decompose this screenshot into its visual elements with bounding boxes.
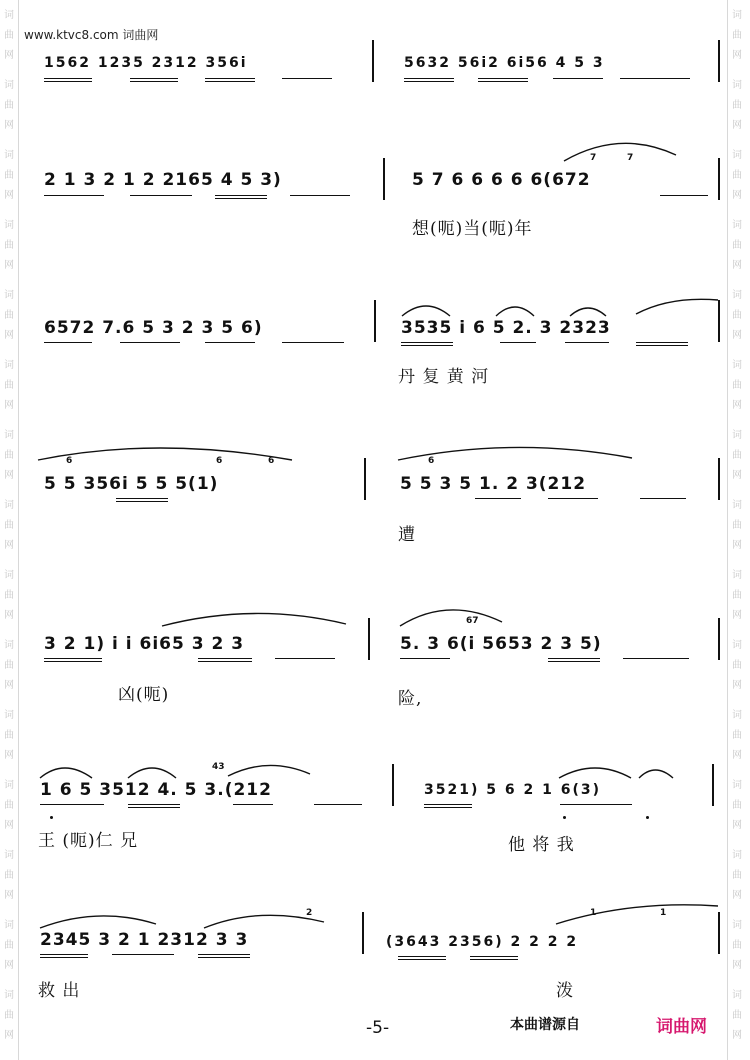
watermark-char: 网: [732, 400, 742, 411]
watermark-char: 词: [4, 360, 14, 371]
grace-note: 1: [590, 908, 597, 918]
right-watermark-strip: [727, 0, 750, 1060]
underline: [198, 954, 250, 955]
row3-right-lyrics: 丹 复 黄 河: [398, 367, 490, 387]
row4-right-lyrics: 遭: [398, 525, 416, 545]
watermark-char: 曲: [4, 240, 14, 251]
slurs: [555, 756, 705, 782]
underline: [282, 342, 344, 343]
underline: [424, 804, 472, 805]
row4-left-notes: 5 5 356i 5 5 5(1): [44, 474, 219, 494]
underline: [400, 658, 450, 659]
watermark-char: 网: [4, 190, 14, 201]
slurs: [38, 756, 368, 782]
watermark-char: 网: [4, 260, 14, 271]
underline: [424, 807, 472, 808]
watermark-char: 网: [732, 470, 742, 481]
barline: [392, 764, 394, 806]
underline: [548, 658, 600, 659]
underline: [401, 345, 453, 346]
underline: [116, 501, 168, 502]
watermark-char: 词: [732, 80, 742, 91]
underline: [404, 78, 454, 79]
watermark-char: 词: [4, 990, 14, 1001]
barline: [718, 618, 720, 660]
watermark-char: 词: [4, 80, 14, 91]
watermark-char: 词: [732, 990, 742, 1001]
barline: [718, 40, 720, 82]
watermark-char: 曲: [4, 800, 14, 811]
underline: [553, 78, 603, 79]
barline: [712, 764, 714, 806]
watermark-char: 词: [4, 290, 14, 301]
slur: [560, 135, 680, 165]
watermark-char: 网: [4, 680, 14, 691]
underline: [290, 195, 350, 196]
watermark-char: 网: [4, 400, 14, 411]
barline: [372, 40, 374, 82]
underline: [636, 345, 688, 346]
row2-right-lyrics: 想(呃)当(呃)年: [412, 219, 533, 239]
underline: [623, 658, 689, 659]
watermark-char: 曲: [4, 660, 14, 671]
watermark-char: 网: [4, 470, 14, 481]
barline: [364, 458, 366, 500]
watermark-char: 曲: [4, 590, 14, 601]
grace-note: 6: [428, 456, 435, 466]
watermark-char: 词: [732, 220, 742, 231]
underline: [404, 81, 454, 82]
underline: [314, 804, 362, 805]
barline: [718, 158, 720, 200]
underline: [620, 78, 690, 79]
watermark-char: 曲: [732, 100, 742, 111]
watermark-char: 网: [4, 750, 14, 761]
watermark-char: 网: [732, 190, 742, 201]
underline: [275, 658, 335, 659]
octave-dot: [563, 816, 566, 819]
watermark-char: 网: [4, 330, 14, 341]
slurs: [400, 296, 720, 320]
underline: [282, 78, 332, 79]
watermark-char: 曲: [4, 100, 14, 111]
row6-left-notes: 1 6 5 3512 4. 5 3.(212: [40, 780, 272, 800]
grace-note: 67: [466, 616, 479, 626]
barline: [368, 618, 370, 660]
underline: [40, 804, 104, 805]
watermark-char: 词: [732, 500, 742, 511]
underline: [215, 198, 267, 199]
watermark-char: 词: [732, 150, 742, 161]
grace-note: 6: [66, 456, 73, 466]
watermark-char: 网: [732, 1030, 742, 1041]
slur: [552, 900, 722, 928]
watermark-char: 词: [732, 710, 742, 721]
underline: [660, 195, 708, 196]
row7-right-lyrics: 泼: [556, 981, 574, 1001]
underline: [636, 342, 688, 343]
underline: [548, 661, 600, 662]
underline: [198, 658, 252, 659]
watermark-char: 词: [4, 10, 14, 21]
watermark-char: 网: [732, 890, 742, 901]
underline: [640, 498, 686, 499]
slur: [398, 600, 508, 630]
watermark-char: 曲: [732, 1010, 742, 1021]
watermark-char: 曲: [4, 380, 14, 391]
row5-right-lyrics: 险,: [398, 689, 423, 709]
watermark-char: 网: [4, 50, 14, 61]
underline: [116, 498, 168, 499]
watermark-char: 曲: [732, 730, 742, 741]
underline: [500, 342, 536, 343]
underline: [560, 804, 632, 805]
watermark-char: 曲: [4, 870, 14, 881]
watermark-char: 词: [4, 640, 14, 651]
row6-right-lyrics: 他 将 我: [508, 835, 575, 855]
underline: [398, 956, 446, 957]
watermark-char: 词: [4, 920, 14, 931]
row3-right-notes: 3535 i 6 5 2. 3 2323: [401, 318, 611, 338]
barline: [383, 158, 385, 200]
watermark-char: 词: [4, 780, 14, 791]
row7-left-lyrics: 救 出: [38, 981, 81, 1001]
watermark-char: 曲: [732, 240, 742, 251]
watermark-char: 词: [732, 360, 742, 371]
underline: [233, 804, 273, 805]
left-watermark-strip: [0, 0, 19, 1060]
grace-note: 6: [216, 456, 223, 466]
underline: [128, 804, 180, 805]
watermark-char: 曲: [732, 310, 742, 321]
watermark-char: 曲: [732, 380, 742, 391]
underline: [198, 661, 252, 662]
row5-right-notes: 5. 3 6(i 5653 2 3 5): [400, 634, 602, 654]
barline: [374, 300, 376, 342]
grace-note: 7: [627, 153, 634, 163]
watermark-char: 网: [4, 890, 14, 901]
row1-left-notes: 1562 1235 2312 356i: [44, 55, 248, 71]
underline: [44, 78, 92, 79]
row6-left-lyrics: 王 (呃)仁 兄: [38, 831, 139, 851]
row7-left-notes: 2345 3 2 1 2312 3 3: [40, 930, 249, 950]
underline: [205, 78, 255, 79]
grace-note: 7: [590, 153, 597, 163]
watermark-char: 曲: [732, 170, 742, 181]
watermark-char: 词: [4, 710, 14, 721]
watermark-char: 词: [732, 10, 742, 21]
barline: [718, 458, 720, 500]
underline: [44, 195, 104, 196]
watermark-char: 网: [4, 820, 14, 831]
watermark-char: 网: [732, 820, 742, 831]
watermark-char: 曲: [732, 450, 742, 461]
watermark-char: 曲: [732, 800, 742, 811]
grace-note: 43: [212, 762, 225, 772]
source-text: 本曲谱源自: [510, 1017, 580, 1033]
watermark-char: 曲: [4, 1010, 14, 1021]
watermark-char: 曲: [4, 30, 14, 41]
octave-dot: [646, 816, 649, 819]
underline: [130, 195, 192, 196]
slur: [160, 606, 350, 630]
underline: [120, 342, 180, 343]
underline: [44, 342, 92, 343]
underline: [478, 81, 528, 82]
underline: [565, 342, 609, 343]
watermark-char: 网: [4, 540, 14, 551]
watermark-char: 曲: [4, 170, 14, 181]
barline: [362, 912, 364, 954]
underline: [40, 954, 88, 955]
watermark-char: 网: [732, 680, 742, 691]
row5-left-lyrics: 凶(呃): [118, 685, 170, 705]
watermark-char: 曲: [732, 30, 742, 41]
watermark-char: 曲: [732, 590, 742, 601]
watermark-char: 网: [732, 50, 742, 61]
watermark-char: 词: [732, 290, 742, 301]
underline: [130, 81, 178, 82]
site-label[interactable]: www.ktvc8.com 词曲网: [24, 28, 159, 42]
watermark-char: 网: [732, 610, 742, 621]
underline: [478, 78, 528, 79]
underline: [40, 957, 88, 958]
octave-dot: [50, 816, 53, 819]
underline: [475, 498, 521, 499]
watermark-char: 网: [732, 540, 742, 551]
underline: [130, 78, 178, 79]
grace-note: 2: [306, 908, 313, 918]
watermark-char: 词: [4, 150, 14, 161]
watermark-char: 词: [732, 920, 742, 931]
watermark-char: 词: [4, 570, 14, 581]
watermark-char: 词: [732, 570, 742, 581]
underline: [470, 959, 518, 960]
watermark-char: 网: [4, 120, 14, 131]
watermark-char: 网: [4, 1030, 14, 1041]
underline: [401, 342, 453, 343]
grace-note: 1: [660, 908, 667, 918]
watermark-char: 词: [732, 780, 742, 791]
row2-left-notes: 2 1 3 2 1 2 2165 4 5 3): [44, 170, 282, 190]
watermark-char: 词: [732, 640, 742, 651]
watermark-char: 曲: [4, 730, 14, 741]
page-number: -5-: [366, 1018, 390, 1038]
watermark-char: 网: [732, 260, 742, 271]
underline: [44, 658, 102, 659]
underline: [44, 81, 92, 82]
underline: [112, 954, 174, 955]
watermark-char: 曲: [732, 870, 742, 881]
watermark-char: 网: [732, 750, 742, 761]
watermark-char: 网: [732, 960, 742, 971]
underline: [205, 81, 255, 82]
underline: [398, 959, 446, 960]
watermark-char: 网: [4, 610, 14, 621]
watermark-char: 词: [4, 430, 14, 441]
row5-left-notes: 3 2 1) i i 6i65 3 2 3: [44, 634, 245, 654]
watermark-char: 词: [4, 220, 14, 231]
watermark-char: 曲: [732, 520, 742, 531]
watermark-char: 曲: [732, 940, 742, 951]
row7-right-notes: (3643 2356) 2 2 2 2: [386, 934, 579, 950]
watermark-char: 曲: [4, 520, 14, 531]
site-logo[interactable]: 词曲网: [656, 1017, 707, 1037]
watermark-char: 词: [732, 850, 742, 861]
slur: [36, 440, 296, 464]
row2-right-notes: 5 7 6 6 6 6 6(672: [412, 170, 591, 190]
grace-note: 6: [268, 456, 275, 466]
row4-right-notes: 5 5 3 5 1. 2 3(212: [400, 474, 587, 494]
row1-right-notes: 5632 56i2 6i56 4 5 3: [404, 55, 605, 71]
underline: [44, 661, 102, 662]
watermark-char: 网: [732, 330, 742, 341]
underline: [128, 807, 180, 808]
underline: [215, 195, 267, 196]
underline: [470, 956, 518, 957]
underline: [205, 342, 255, 343]
watermark-char: 网: [4, 960, 14, 971]
row6-right-notes: 3521) 5 6 2 1 6(3): [424, 782, 601, 798]
watermark-char: 曲: [732, 660, 742, 671]
underline: [198, 957, 250, 958]
watermark-char: 曲: [4, 310, 14, 321]
row3-left-notes: 6572 7.6 5 3 2 3 5 6): [44, 318, 263, 338]
watermark-char: 曲: [4, 450, 14, 461]
watermark-char: 曲: [4, 940, 14, 951]
watermark-char: 词: [732, 430, 742, 441]
watermark-char: 词: [4, 850, 14, 861]
watermark-char: 网: [732, 120, 742, 131]
watermark-char: 词: [4, 500, 14, 511]
underline: [548, 498, 598, 499]
